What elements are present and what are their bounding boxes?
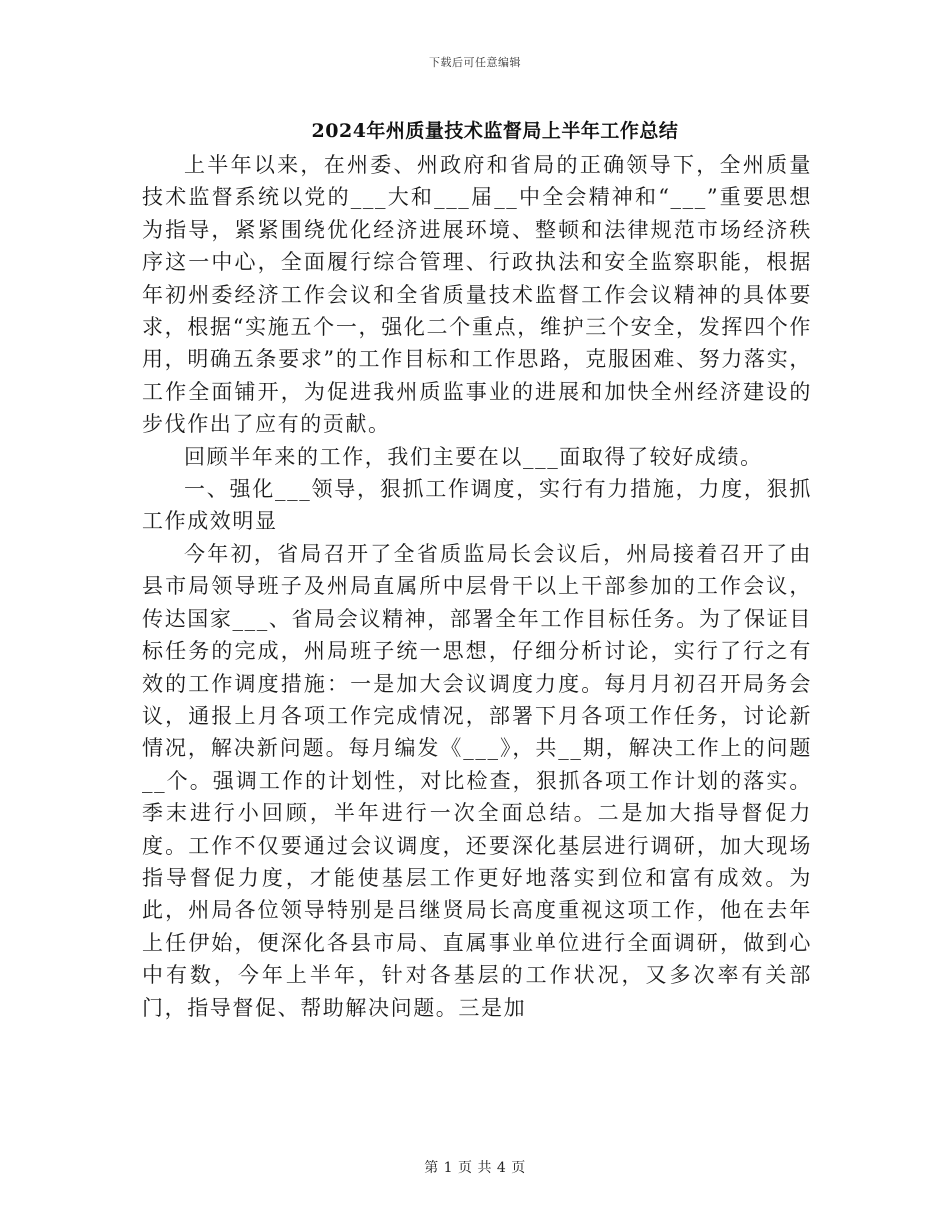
page-indicator: 第 1 页 共 4 页 [424, 1160, 526, 1176]
paragraph-section-one-body: 今年初，省局召开了全省质监局长会议后，州局接着召开了由县市局领导班子及州局直属所中层骨干以上干部参加的工作会议，传达国家___、省局会议精神，部署全年工作目标任务。为了保证目标任务的完成，州局班子统一思想，仔细分析讨论，实行了行之有效的工作调度措施：一是加大会议调度力度。每月月初召开局务会议，通报上月各项工作完成情况，部署下月各项工作任务，讨论新情况，解决新问题。每月编发《___》，共__期，解决工作上的问题__个。强调工作的计划性，对比检查，狠抓各项工作计划的落实。季末进行小回顾，半年进行一次全面总结。二是加大指导督促力度。工作不仅要通过会议调度，还要深化基层进行调研，加大现场指导督促力度，才能使基层工作更好地落实到位和富有成效。为此，州局各位领导特别是吕继贤局长高度重视这项工作，他在去年上任伊始，便深化各县市局、直属事业单位进行全面调研，做到心中有数，今年上半年，针对各基层的工作状况，又多次率有关部门，指导督促、帮助解决问题。三是加 [142, 541, 812, 1020]
download-note: 下载后可任意编辑 [429, 56, 521, 69]
document-title: 2024年州质量技术监督局上半年工作总结 [311, 120, 679, 142]
paragraph-review: 回顾半年来的工作，我们主要在以___面取得了较好成绩。 [184, 444, 763, 469]
paragraph-intro: 上半年以来，在州委、州政府和省局的正确领导下，全州质量技术监督系统以党的___大和___届__中全会精神和“___”重要思想为指导，紧紧围绕优化经济进展环境、整顿和法律规范市场经济秩序这一中心，全面履行综合管理、行政执法和安全监察职能，根据年初州委经济工作会议和全省质量技术监督工作会议精神的具体要求，根据“实施五个一，强化二个重点，维护三个安全，发挥四个作用，明确五条要求”的工作目标和工作思路，克服困难、努力落实，工作全面铺开，为促进我州质监事业的进展和加快全州经济建设的步伐作出了应有的贡献。 [142, 153, 812, 437]
document-body [142, 149, 812, 1024]
section-heading-one: 一、强化___领导，狠抓工作调度，实行有力措施，力度，狠抓工作成效明显 [142, 477, 812, 534]
